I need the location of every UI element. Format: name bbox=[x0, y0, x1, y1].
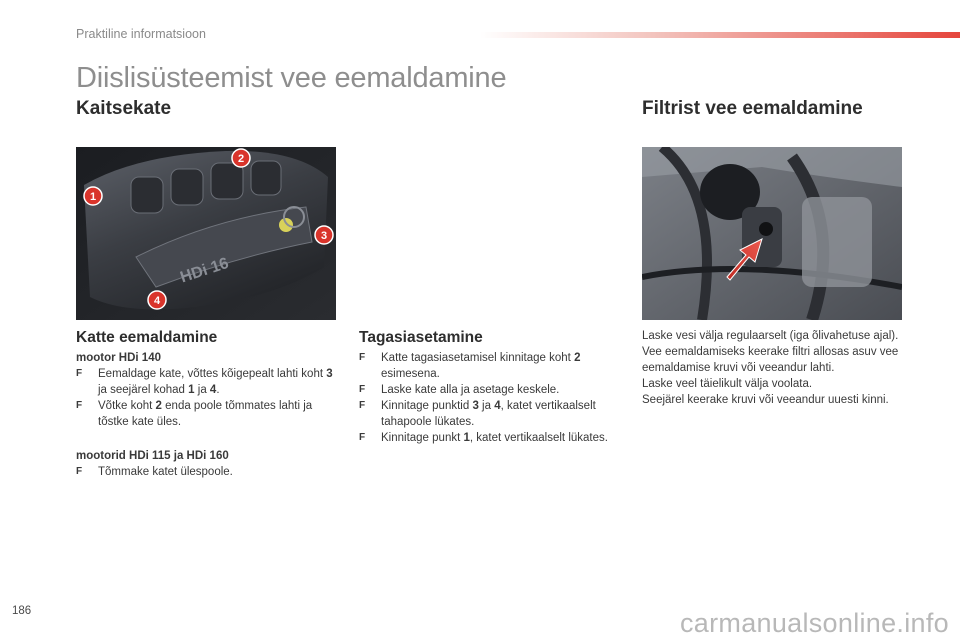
fuel-filter-image bbox=[642, 147, 902, 320]
refit-step-2: F Laske kate alla ja asetage keskele. bbox=[359, 382, 621, 398]
removal-instructions bbox=[76, 350, 338, 480]
section-label: Praktiline informatsioon bbox=[76, 27, 206, 41]
callout-3 bbox=[315, 226, 333, 244]
refit-step-4: F Kinnitage punkt 1, katet vertikaalselt lükates. bbox=[359, 430, 621, 446]
refit-step-1: F Katte tagasiasetamisel kinnitage koht 2 esimesena. bbox=[359, 350, 621, 382]
heading-kaitsekate: Kaitsekate bbox=[76, 98, 172, 119]
subheading-tagasiasetamine: Tagasiasetamine bbox=[359, 329, 483, 346]
callout-1 bbox=[84, 187, 102, 205]
fuel-filter-illustration bbox=[642, 147, 902, 320]
svg-text:2: 2 bbox=[237, 153, 245, 165]
engine-cover-illustration bbox=[76, 147, 336, 320]
engine-label-hdi140: mootor HDi 140 bbox=[76, 352, 161, 364]
refit-step-3: F Kinnitage punktid 3 ja 4, katet vertikaalselt tahapoole lükates. bbox=[359, 398, 621, 430]
subheading-katte-eemaldamine: Katte eemaldamine bbox=[76, 329, 218, 346]
svg-text:HDi 16: HDi 16 bbox=[178, 254, 231, 287]
drain-paragraph-3: Laske veel täielikult välja voolata. bbox=[642, 378, 813, 390]
removal-step-1: F Eemaldage kate, võttes kõigepealt lahti koht 3 ja seejärel kohad 1 ja 4. bbox=[76, 366, 338, 398]
watermark: carmanualsonline.info bbox=[680, 608, 949, 638]
refit-instructions bbox=[359, 350, 621, 446]
drain-paragraph-2: Vee eemaldamiseks keerake filtri allosas asuv vee eemaldamise kruvi või veeandur lahti. bbox=[642, 346, 899, 374]
water-drain-instructions bbox=[642, 328, 912, 408]
callout-4 bbox=[148, 291, 166, 309]
engine-cover-image bbox=[76, 147, 336, 320]
page-title: Diislisüsteemist vee eemaldamine bbox=[76, 62, 507, 94]
heading-filtrist-vee-eemaldamine: Filtrist vee eemaldamine bbox=[642, 98, 863, 119]
callout-2 bbox=[232, 149, 250, 167]
engine-label-hdi115-160: mootorid HDi 115 ja HDi 160 bbox=[76, 450, 229, 462]
drain-paragraph-1: Laske vesi välja regulaarselt (iga õlivahetuse ajal). bbox=[642, 330, 899, 342]
drain-paragraph-4: Seejärel keerake kruvi või veeandur uuesti kinni. bbox=[642, 394, 889, 406]
svg-text:3: 3 bbox=[320, 230, 328, 242]
header-accent-bar bbox=[480, 32, 960, 38]
removal-step-3: F Tõmmake katet ülespoole. bbox=[76, 464, 338, 480]
svg-text:4: 4 bbox=[153, 295, 161, 307]
page-number: 186 bbox=[12, 605, 32, 617]
removal-step-2: F Võtke koht 2 enda poole tõmmates lahti ja tõstke kate üles. bbox=[76, 398, 338, 430]
svg-text:1: 1 bbox=[89, 191, 97, 203]
